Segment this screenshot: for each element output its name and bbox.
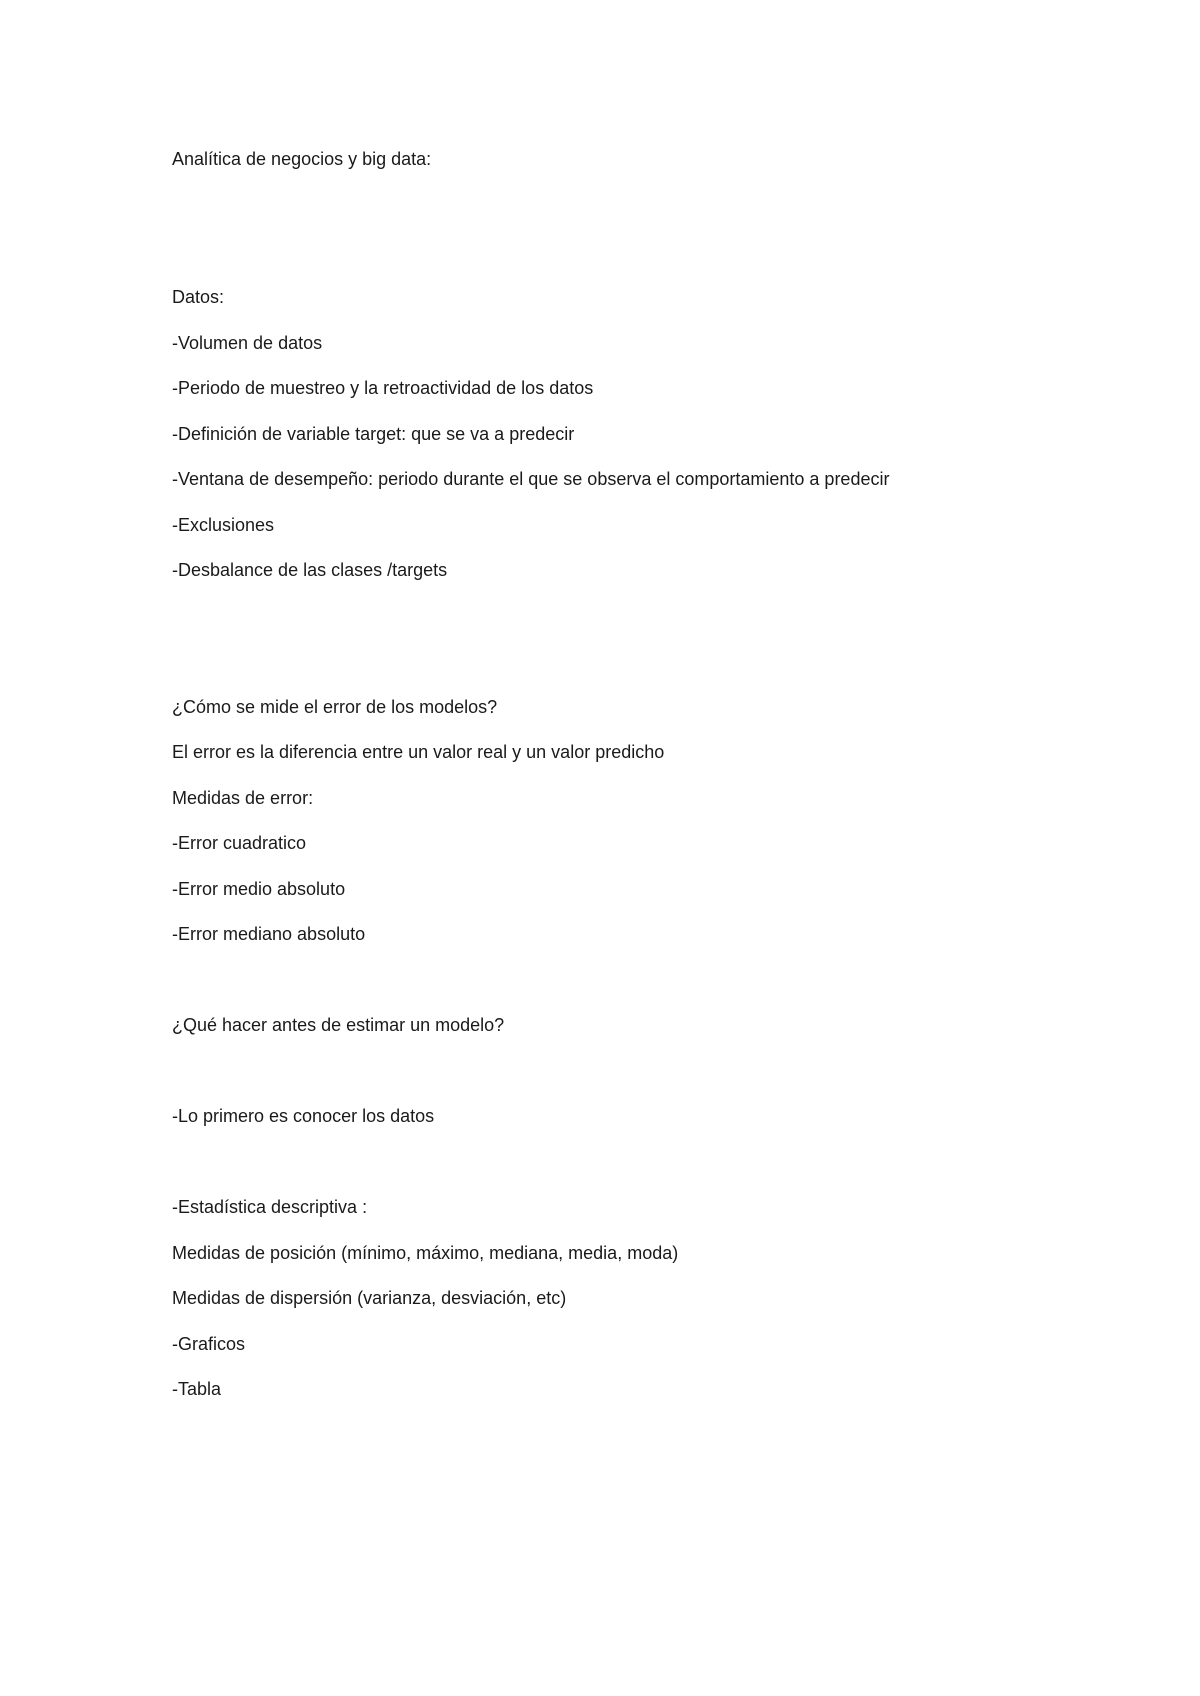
list-item: -Volumen de datos <box>172 333 323 353</box>
list-item: -Error cuadratico <box>172 833 307 853</box>
list-item: -Desbalance de las clases /targets <box>172 560 448 580</box>
list-item: -Exclusiones <box>172 515 275 535</box>
list-item: -Graficos <box>172 1334 246 1354</box>
list-item: -Error mediano absoluto <box>172 924 366 944</box>
list-item: -Error medio absoluto <box>172 879 346 899</box>
first-step: -Lo primero es conocer los datos <box>172 1106 435 1126</box>
list-item: Medidas de dispersión (varianza, desviación, etc) <box>172 1288 567 1308</box>
stats-heading: -Estadística descriptiva : <box>172 1197 368 1217</box>
before-model-question: ¿Qué hacer antes de estimar un modelo? <box>172 1015 505 1035</box>
list-item: -Ventana de desempeño: periodo durante el que se observa el comportamiento a predecir <box>172 469 890 489</box>
error-measures-heading: Medidas de error: <box>172 788 314 808</box>
list-item: -Definición de variable target: que se va a predecir <box>172 424 575 444</box>
list-item: -Periodo de muestreo y la retroactividad de los datos <box>172 378 594 398</box>
datos-heading: Datos: <box>172 287 225 307</box>
document-title: Analítica de negocios y big data: <box>172 149 432 169</box>
error-definition: El error es la diferencia entre un valor real y un valor predicho <box>172 742 665 762</box>
list-item: Medidas de posición (mínimo, máximo, mediana, media, moda) <box>172 1243 679 1263</box>
error-question: ¿Cómo se mide el error de los modelos? <box>172 697 498 717</box>
list-item: -Tabla <box>172 1379 222 1399</box>
